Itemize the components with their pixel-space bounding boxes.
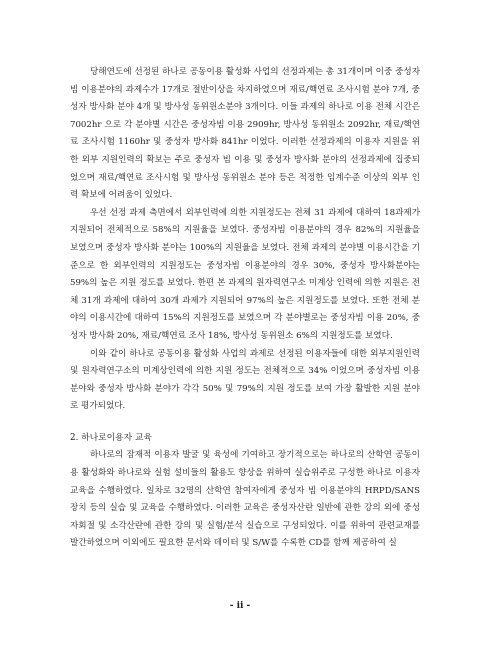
document-body xyxy=(70,64,420,553)
paragraph: 우선 선정 과제 측면에서 외부인력에 의한 지원정도는 전체 31 과제에 대하여 18과제가 지원되어 전체적으로 58%의 지원율을 보였다. 중성자빔 이용분야의 경우 82%의 지원율을 보였으며 중성자 방사화 분야는 100%의 지원율을 보였다. 전체 과제의 분야별 이용시간을 기준으로 한 외부인력의 지원정도는 중성자빔 이용분야의 경우 30%, 중성자 방사화분야는 59%의 높은 지원 정도를 보였다. 한편 본 과제의 원자력연구소 미계상 인력에 의한 지원은 전체 31개 과제에 대하여 30개 과제가 지원되어 97%의 높은 지원정도를 보였다. 또한 전체 분야의 이용시간에 대하여 15%의 지원정도를 보였으며 각 분야별로는 중성자빔 이용 20%, 중성자 방사화 20%, 재료/핵연료 조사 18%, 방사성 동위원소 6%의 지원정도를 보였다. xyxy=(70,207,420,341)
page-number: - ii - xyxy=(229,601,251,611)
paragraph: 하나로의 잠재적 이용자 발굴 및 육성에 기여하고 장기적으로는 하나로의 산학연 공동이용 활성화와 하나로와 실험 설비들의 활용도 향상을 위하여 실습위주로 구성한 하나로 이용자 교육을 수행하였다. 일차로 32명의 산학연 참여자에게 중성자 빔 이용분야의 HRPD/SANS 장치 등의 실습 및 교육을 수행하였다. 이러한 교육은 중성자산란 일반에 관한 강의 외에 중성자회절 및 소각산란에 관한 강의 및 실험/분석 실습으로 구성되었다. 이를 위하여 관련교재를 발간하였으며 이외에도 필요한 문서와 데이터 및 S/W를 수록한 CD를 함께 제공하여 실 xyxy=(70,450,420,549)
section-heading: 2. 하나로이용자 교육 xyxy=(70,432,152,443)
paragraph: 이와 같이 하나로 공동이용 활성화 사업의 과제로 선정된 이용자들에 대한 외부지원인력 및 원자력연구소의 미계상인력에 의한 지원 정도는 전체적으로 34% 이었으며 중성자빔 이용 분야와 중성자 방사화 분야가 각각 50% 및 79%의 지원 정도를 보여 가장 활발한 지원 분야로 평가되었다. xyxy=(70,348,420,412)
paragraph: 당해연도에 선정된 하나로 공동이용 활성화 사업의 선정과제는 총 31개이며 이중 중성자빔 이용분야의 과제수가 17개로 절반이상을 차지하였으며 재료/핵연료 조사시험 분야 7개, 중성자 방사화 분야 4개 및 방사성 동위원소분야 3개이다. 이들 과제의 하나로 이용 전체 시간은 7002hr 으로 각 분야별 시간은 중성자빔 이용 2909hr, 방사성 동위원소 2092hr, 재료/핵연료 조사시험 1160hr 및 중성자 방사화 841hr 이었다. 이러한 선정과제의 이용자 지원을 위한 외부 지원인력의 확보는 주로 중성자 빔 이용 및 중성자 방사화 분야의 선정과제에 집중되었으며 재료/핵연료 조사시험 및 방사성 동위원소 분야 등은 적정한 임계수준 이상의 외부 인력 확보에 어려움이 있었다. xyxy=(70,67,420,201)
